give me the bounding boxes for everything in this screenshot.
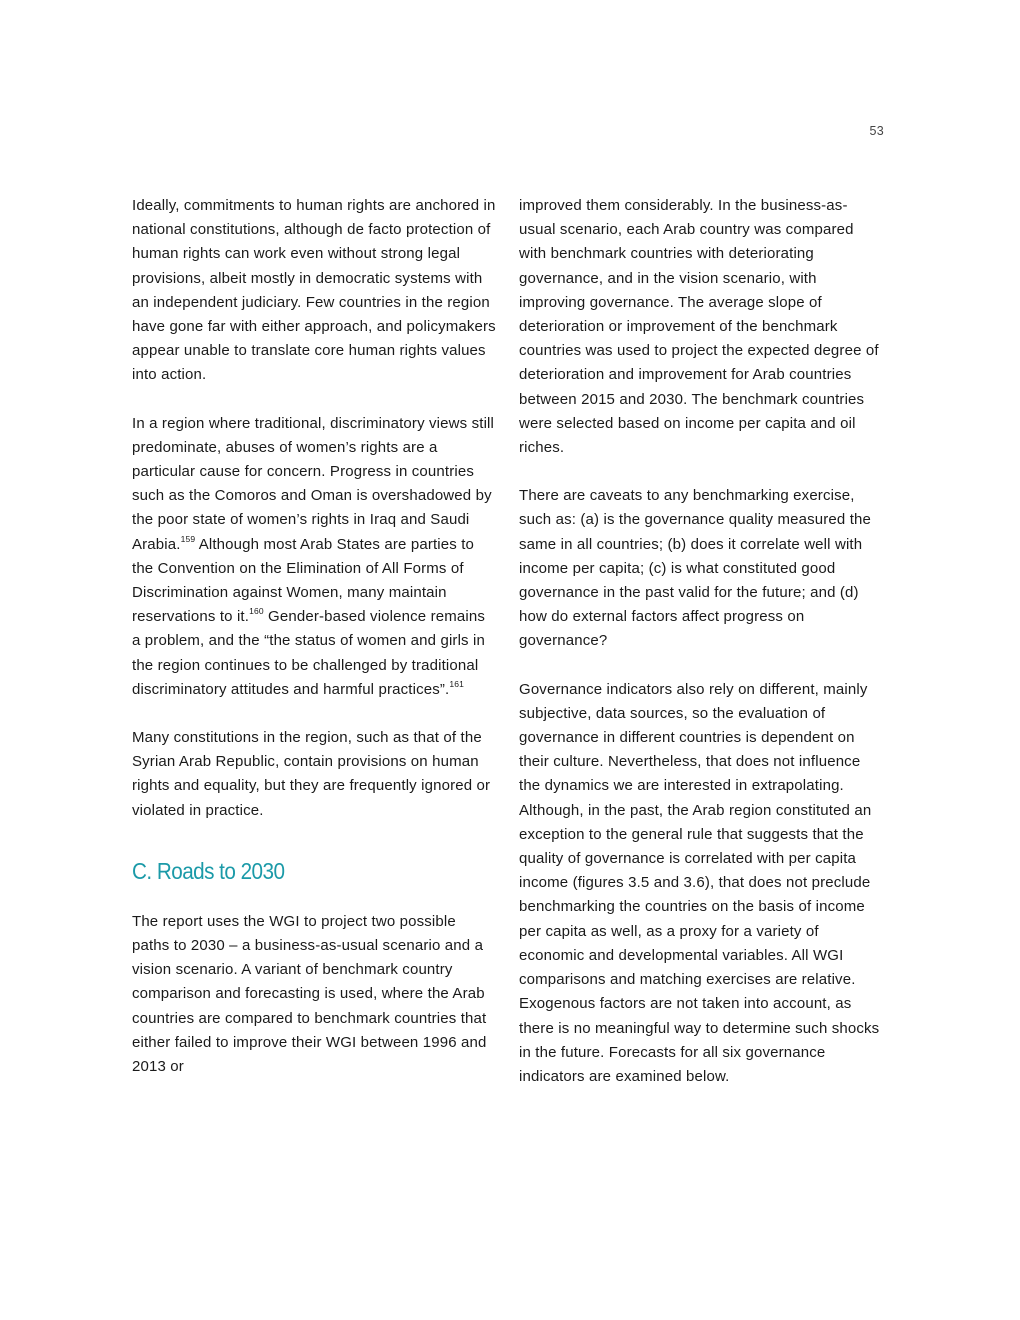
section-heading: C. Roads to 2030 (132, 857, 285, 884)
paragraph-scenarios: improved them considerably. In the business-as-usual scenario, each Arab country was compared with benchmark countries with deteriorating governance, and in the vision scenario, with improving governance. The average slope of deterioration or improvement of the benchmark countries was used to project the expected degree of deterioration and improvement for Arab countries between 2015 and 2030. The benchmark countries were selected based on income per capita and oil riches. (519, 197, 879, 457)
paragraph-constitutions-provisions: Many constitutions in the region, such as that of the Syrian Arab Republic, contain provisions on human rights and equality, but they are frequently ignored or violated in practice. (132, 729, 491, 819)
text-segment: In a region where traditional, discriminatory views still predominate, abuses of women’s rights are a particular cause for concern. Progress in countries such as the Comoros and Oman is overshadowed by the poor state of women’s rights in Iraq and Saudi Arabia. (132, 414, 495, 553)
left-column (132, 194, 496, 1079)
paragraph-caveats: There are caveats to any benchmarking exercise, such as: (a) is the governance quality measured the same in all countries; (b) does it correlate well with income per capita; (c) is what constituted good governance in the past valid for the future; and (d) how do external factors affect progress on governance? (519, 487, 872, 650)
footnote-ref-161: 161 (449, 678, 464, 689)
footnote-ref-159: 159 (180, 533, 196, 544)
paragraph-womens-rights (132, 412, 496, 702)
paragraph-wgi-projection: The report uses the WGI to project two possible paths to 2030 – a business-as-usual scenario and a vision scenario. A variant of benchmark country comparison and forecasting is used, where the Arab countries are compared to benchmark countries that either failed to improve their WGI between 1996 and 2013 or (132, 912, 487, 1076)
footnote-ref-160: 160 (249, 606, 264, 617)
text-segment: Gender-based violence remains a problem, and the “the status of women and girls in the region continues to be challenged by traditional discriminatory attitudes and harmful practices”. (132, 608, 486, 698)
page-number: 53 (869, 124, 884, 138)
paragraph-governance-indicators: Governance indicators also rely on different, mainly subjective, data sources, so the evaluation of governance in different countries is dependent on their culture. Nevertheless, that does not influence the dynamics we are interested in extrapolating. Although, in the past, the Arab region constituted an exception to the general rule that suggests that the quality of governance is correlated with per capita income (figures 3.5 and 3.6), that does not preclude benchmarking the countries on the basis of income per capita as well, as a proxy for a variety of economic and developmental variables. All WGI comparisons and matching exercises are relative. Exogenous factors are not taken into account, as there is no meaningful way to determine such shocks in the future. Forecasts for all six governance indicators are examined below. (519, 680, 880, 1085)
right-column (519, 194, 883, 1089)
text-segment: Although most Arab States are parties to the Convention on the Elimination of All Forms of Discrimination against Women, many maintain reservations to it. (132, 535, 475, 626)
paragraph-human-rights-constitutions: Ideally, commitments to human rights are anchored in national constitutions, although de facto protection of human rights can work even without strong legal provisions, albeit mostly in democratic systems with an independent judiciary. Few countries in the region have gone far with either approach, and policymakers appear unable to translate core human rights values into action. (132, 197, 496, 384)
